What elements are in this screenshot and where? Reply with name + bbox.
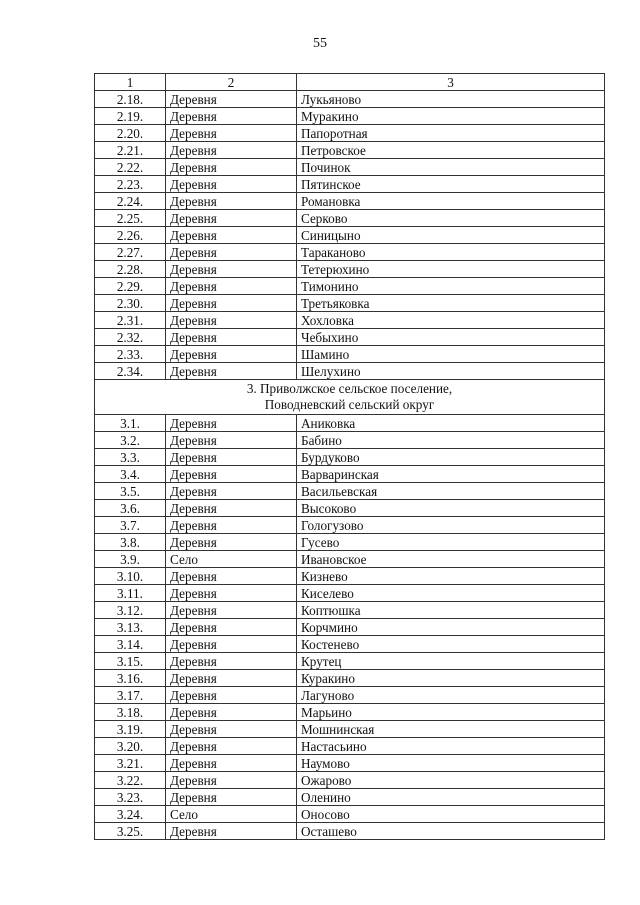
- row-number: 3.12.: [95, 602, 166, 619]
- table-row: [95, 261, 605, 278]
- row-number: 3.1.: [95, 415, 166, 432]
- settlement-name: Синицыно: [297, 227, 605, 244]
- table-row: [95, 415, 605, 432]
- section-heading: [95, 380, 605, 415]
- row-number: 3.13.: [95, 619, 166, 636]
- table-row: [95, 346, 605, 363]
- settlement-type: Деревня: [166, 789, 297, 806]
- settlement-name: Тетерюхино: [297, 261, 605, 278]
- settlement-name: Куракино: [297, 670, 605, 687]
- settlement-type: Деревня: [166, 91, 297, 108]
- settlement-name: Оленино: [297, 789, 605, 806]
- settlement-type: Деревня: [166, 534, 297, 551]
- settlement-type: Деревня: [166, 772, 297, 789]
- settlement-type: Село: [166, 806, 297, 823]
- table-row: [95, 687, 605, 704]
- settlement-type: Деревня: [166, 415, 297, 432]
- table-body: [95, 74, 605, 840]
- settlement-type: Деревня: [166, 278, 297, 295]
- table-row: [95, 670, 605, 687]
- section-heading-line2: Поводневский сельский округ: [264, 397, 435, 412]
- settlement-type: Деревня: [166, 346, 297, 363]
- table-row: [95, 210, 605, 227]
- table-row: [95, 500, 605, 517]
- settlement-type: Деревня: [166, 193, 297, 210]
- row-number: 3.14.: [95, 636, 166, 653]
- table-row: [95, 806, 605, 823]
- table-row: [95, 125, 605, 142]
- row-number: 3.24.: [95, 806, 166, 823]
- settlement-name: Бурдуково: [297, 449, 605, 466]
- settlement-type: Деревня: [166, 432, 297, 449]
- settlement-type: Деревня: [166, 568, 297, 585]
- row-number: 3.9.: [95, 551, 166, 568]
- header-col-1: 1: [95, 74, 166, 91]
- table-row: [95, 755, 605, 772]
- settlement-type: Деревня: [166, 670, 297, 687]
- settlement-type: Деревня: [166, 636, 297, 653]
- table-row: [95, 789, 605, 806]
- row-number: 3.18.: [95, 704, 166, 721]
- settlement-type: Деревня: [166, 142, 297, 159]
- settlement-name: Муракино: [297, 108, 605, 125]
- settlements-table: [94, 73, 605, 840]
- settlement-name: Ожарово: [297, 772, 605, 789]
- settlement-type: Деревня: [166, 500, 297, 517]
- settlement-name: Корчмино: [297, 619, 605, 636]
- table-row: [95, 772, 605, 789]
- table-header-row: [95, 74, 605, 91]
- row-number: 2.32.: [95, 329, 166, 346]
- table-row: [95, 721, 605, 738]
- table-row: [95, 312, 605, 329]
- settlement-name: Третьяковка: [297, 295, 605, 312]
- table-row: [95, 295, 605, 312]
- row-number: 2.18.: [95, 91, 166, 108]
- settlement-name: Папоротная: [297, 125, 605, 142]
- settlement-name: Варваринская: [297, 466, 605, 483]
- row-number: 2.28.: [95, 261, 166, 278]
- row-number: 2.22.: [95, 159, 166, 176]
- table-row: [95, 585, 605, 602]
- settlement-type: Деревня: [166, 108, 297, 125]
- row-number: 3.3.: [95, 449, 166, 466]
- settlement-name: Кизнево: [297, 568, 605, 585]
- settlement-type: Деревня: [166, 687, 297, 704]
- settlement-type: Деревня: [166, 755, 297, 772]
- settlement-type: Деревня: [166, 738, 297, 755]
- settlement-name: Гологузово: [297, 517, 605, 534]
- settlement-name: Лагуново: [297, 687, 605, 704]
- header-col-3: 3: [297, 74, 605, 91]
- row-number: 3.25.: [95, 823, 166, 840]
- settlement-name: Шелухино: [297, 363, 605, 380]
- settlement-type: Деревня: [166, 210, 297, 227]
- settlement-name: Хохловка: [297, 312, 605, 329]
- settlement-name: Высоково: [297, 500, 605, 517]
- table-row: [95, 363, 605, 380]
- settlement-type: Деревня: [166, 517, 297, 534]
- row-number: 3.20.: [95, 738, 166, 755]
- settlement-name: Киселево: [297, 585, 605, 602]
- table-row: [95, 517, 605, 534]
- table-row: [95, 432, 605, 449]
- settlement-name: Марьино: [297, 704, 605, 721]
- row-number: 2.21.: [95, 142, 166, 159]
- table-row: [95, 278, 605, 295]
- section-heading-row: [95, 380, 605, 415]
- settlement-name: Серково: [297, 210, 605, 227]
- settlement-name: Аниковка: [297, 415, 605, 432]
- row-number: 2.29.: [95, 278, 166, 295]
- settlement-type: Деревня: [166, 159, 297, 176]
- settlement-type: Деревня: [166, 823, 297, 840]
- table-row: [95, 193, 605, 210]
- settlement-type: Деревня: [166, 704, 297, 721]
- row-number: 2.27.: [95, 244, 166, 261]
- settlement-name: Починок: [297, 159, 605, 176]
- settlement-name: Лукьяново: [297, 91, 605, 108]
- settlement-type: Деревня: [166, 312, 297, 329]
- settlement-type: Деревня: [166, 125, 297, 142]
- row-number: 3.23.: [95, 789, 166, 806]
- settlement-name: Романовка: [297, 193, 605, 210]
- table-row: [95, 653, 605, 670]
- settlement-name: Осташево: [297, 823, 605, 840]
- table-row: [95, 823, 605, 840]
- settlement-type: Деревня: [166, 483, 297, 500]
- table-row: [95, 108, 605, 125]
- row-number: 3.5.: [95, 483, 166, 500]
- settlement-name: Васильевская: [297, 483, 605, 500]
- settlement-name: Тараканово: [297, 244, 605, 261]
- settlement-type: Деревня: [166, 176, 297, 193]
- row-number: 3.22.: [95, 772, 166, 789]
- row-number: 2.24.: [95, 193, 166, 210]
- row-number: 3.11.: [95, 585, 166, 602]
- row-number: 2.33.: [95, 346, 166, 363]
- row-number: 2.31.: [95, 312, 166, 329]
- table-row: [95, 449, 605, 466]
- table-row: [95, 244, 605, 261]
- row-number: 2.19.: [95, 108, 166, 125]
- settlement-type: Деревня: [166, 602, 297, 619]
- row-number: 3.8.: [95, 534, 166, 551]
- settlement-name: Ивановское: [297, 551, 605, 568]
- settlement-name: Шамино: [297, 346, 605, 363]
- settlement-name: Пятинское: [297, 176, 605, 193]
- row-number: 2.30.: [95, 295, 166, 312]
- row-number: 3.2.: [95, 432, 166, 449]
- row-number: 2.20.: [95, 125, 166, 142]
- settlement-name: Оносово: [297, 806, 605, 823]
- table-row: [95, 176, 605, 193]
- settlement-name: Мошнинская: [297, 721, 605, 738]
- settlement-type: Деревня: [166, 585, 297, 602]
- settlement-name: Настасьино: [297, 738, 605, 755]
- table-row: [95, 568, 605, 585]
- settlement-type: Деревня: [166, 295, 297, 312]
- settlement-type: Деревня: [166, 329, 297, 346]
- table-row: [95, 619, 605, 636]
- settlement-name: Крутец: [297, 653, 605, 670]
- settlement-type: Деревня: [166, 619, 297, 636]
- settlement-type: Деревня: [166, 227, 297, 244]
- table-row: [95, 704, 605, 721]
- settlement-name: Тимонино: [297, 278, 605, 295]
- row-number: 2.34.: [95, 363, 166, 380]
- settlement-type: Деревня: [166, 653, 297, 670]
- settlement-name: Бабино: [297, 432, 605, 449]
- settlement-name: Костенево: [297, 636, 605, 653]
- table-row: [95, 636, 605, 653]
- page-number: 55: [313, 36, 327, 51]
- settlement-name: Коптюшка: [297, 602, 605, 619]
- table-row: [95, 534, 605, 551]
- row-number: 2.26.: [95, 227, 166, 244]
- row-number: 3.7.: [95, 517, 166, 534]
- table-row: [95, 602, 605, 619]
- settlement-name: Наумово: [297, 755, 605, 772]
- settlement-type: Деревня: [166, 244, 297, 261]
- table-row: [95, 738, 605, 755]
- row-number: 2.23.: [95, 176, 166, 193]
- table-row: [95, 329, 605, 346]
- table-row: [95, 142, 605, 159]
- table-row: [95, 91, 605, 108]
- table-row: [95, 483, 605, 500]
- settlement-name: Петровское: [297, 142, 605, 159]
- settlement-type: Деревня: [166, 449, 297, 466]
- table-row: [95, 159, 605, 176]
- settlement-name: Чебыхино: [297, 329, 605, 346]
- section-heading-line1: 3. Приволжское сельское поселение,: [246, 381, 453, 396]
- table-row: [95, 551, 605, 568]
- settlement-type: Деревня: [166, 466, 297, 483]
- settlement-name: Гусево: [297, 534, 605, 551]
- row-number: 3.17.: [95, 687, 166, 704]
- row-number: 3.16.: [95, 670, 166, 687]
- row-number: 3.4.: [95, 466, 166, 483]
- row-number: 3.19.: [95, 721, 166, 738]
- settlement-type: Село: [166, 551, 297, 568]
- row-number: 2.25.: [95, 210, 166, 227]
- header-col-2: 2: [166, 74, 297, 91]
- row-number: 3.10.: [95, 568, 166, 585]
- table-row: [95, 227, 605, 244]
- settlement-type: Деревня: [166, 363, 297, 380]
- row-number: 3.21.: [95, 755, 166, 772]
- settlement-type: Деревня: [166, 261, 297, 278]
- settlement-type: Деревня: [166, 721, 297, 738]
- table-row: [95, 466, 605, 483]
- row-number: 3.15.: [95, 653, 166, 670]
- row-number: 3.6.: [95, 500, 166, 517]
